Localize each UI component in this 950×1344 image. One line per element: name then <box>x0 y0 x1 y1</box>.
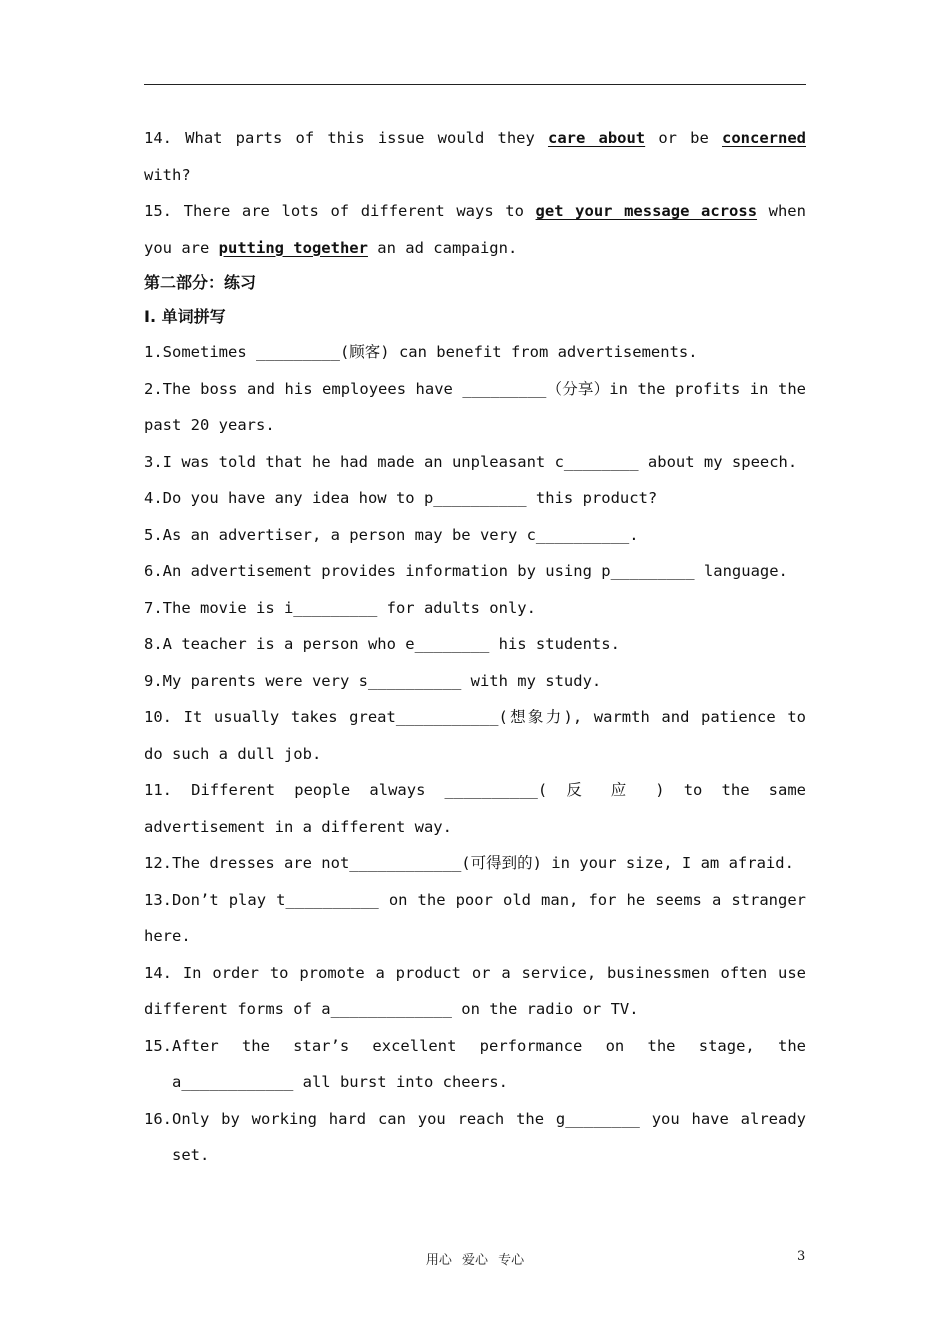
page-number: 3 <box>797 1249 806 1264</box>
header-rule <box>144 84 806 85</box>
phrase-get-message-across: get your message across <box>535 202 758 220</box>
phrase-care-about: care about <box>547 129 646 147</box>
page-content <box>144 120 806 1174</box>
intro-sentence-14: 14. What parts of this issue would they care about or be concerned with? <box>144 129 806 184</box>
exercise-item-2: 2.The boss and his employees have _________（分享）in the profits in the past 20 years. <box>144 379 806 434</box>
exercise-item-16: 16.Only by working hard can you reach the g________ you have already set. <box>144 1109 806 1164</box>
exercise-item-9: 9.My parents were very s__________ with my study. <box>144 671 602 690</box>
exercise-item-12: 12.The dresses are not____________(可得到的) in your size, I am afraid. <box>144 854 794 872</box>
exercise-item-7: 7.The movie is i_________ for adults only. <box>144 598 536 617</box>
exercise-item-5: 5.As an advertiser, a person may be very c__________. <box>144 525 639 544</box>
exercise-item-10: 10. It usually takes great___________(想象力), warmth and patience to do such a dull job. <box>144 708 806 763</box>
exercise-item-4: 4.Do you have any idea how to p__________ this product? <box>144 489 658 507</box>
intro-sentence-15: 15. There are lots of different ways to get your message across when you are putting together an ad campaign. <box>144 202 806 257</box>
subsection-title: I. 单词拼写 <box>144 307 226 326</box>
exercise-item-15: 15.After the star’s excellent performance on the stage, the a____________ all burst into cheers. <box>144 1036 806 1091</box>
exercise-item-1: 1.Sometimes _________(顾客) can benefit from advertisements. <box>144 343 698 361</box>
exercise-item-6: 6.An advertisement provides information by using p_________ language. <box>144 562 788 580</box>
phrase-putting-together: putting together <box>218 238 368 257</box>
exercise-item-13: 13.Don’t play t__________ on the poor old man, for he seems a stranger here. <box>144 890 806 945</box>
exercise-item-8: 8.A teacher is a person who e________ his students. <box>144 635 620 653</box>
footer-motto: 用心 爱心 专心 <box>425 1253 525 1268</box>
exercise-item-3: 3.I was told that he had made an unpleasant c________ about my speech. <box>144 452 798 471</box>
exercise-item-14: 14. In order to promote a product or a service, businessmen often use different forms of a_____________ on the radio or TV. <box>144 963 806 1018</box>
exercise-item-11: 11. Different people always __________( 反 应 ) to the same advertisement in a different way. <box>144 781 806 836</box>
section-title: 第二部分：练习 <box>144 273 257 292</box>
phrase-concerned: concerned <box>722 129 806 147</box>
